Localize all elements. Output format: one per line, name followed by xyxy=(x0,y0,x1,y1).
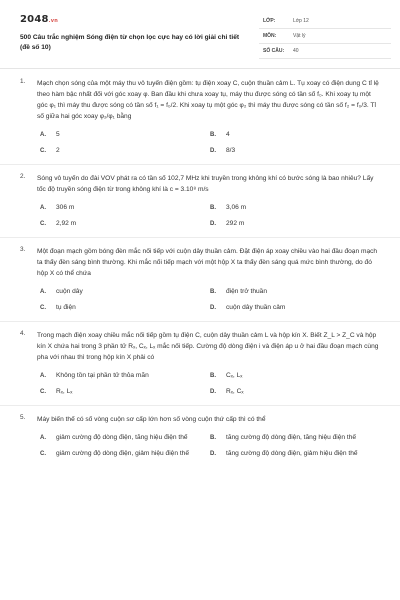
meta-value: Lớp 12 xyxy=(293,18,309,24)
option-b[interactable] xyxy=(210,371,380,381)
question-divider xyxy=(0,237,400,238)
option-text: giảm cường độ dòng điện, tăng hiệu điện thế xyxy=(56,434,188,441)
site-logo[interactable] xyxy=(20,14,58,25)
option-group xyxy=(40,287,380,313)
option-letter: B. xyxy=(210,373,216,379)
question-list xyxy=(0,78,400,459)
option-letter: A. xyxy=(40,289,46,295)
option-letter: D. xyxy=(210,148,216,154)
option-a[interactable] xyxy=(40,433,210,443)
option-d[interactable] xyxy=(210,146,380,156)
option-text: tăng cường độ dòng điện, giảm hiệu điện thế xyxy=(226,450,358,457)
option-letter: D. xyxy=(210,451,216,457)
option-text: 8/3 xyxy=(226,147,236,154)
question-number: 1. xyxy=(20,78,26,85)
question-text: Mạch chọn sóng của một máy thu vô tuyến điện gồm: tụ điện xoay C, cuộn thuần cảm L. Tụ xoay có điện dung C tỉ lệ theo hàm bậc nhất đối với góc xoay φ. Ban đầu khi chưa xoay tụ, máy thu được sóng có tần số f₀. Khi xoay tụ một góc φ₁ thì máy thu được sóng có tần số f₁ = f₀/2. Khi xoay tụ một góc φ₂ thì máy thu được sóng có tần số f₂ = f₀/3. Tỉ số giữa hai góc xoay φ₂/φ₁ bằng xyxy=(37,80,379,120)
option-text: 2 xyxy=(56,147,60,154)
option-letter: A. xyxy=(40,205,46,211)
option-letter: D. xyxy=(210,221,216,227)
meta-row-class xyxy=(259,14,391,29)
option-letter: B. xyxy=(210,205,216,211)
option-b[interactable] xyxy=(210,130,380,140)
option-a[interactable] xyxy=(40,130,210,140)
question-number: 3. xyxy=(20,246,26,253)
option-group xyxy=(40,433,380,459)
option-d[interactable] xyxy=(210,303,380,313)
meta-table xyxy=(259,14,391,59)
option-text: Rₓ, Cₓ xyxy=(226,388,244,395)
document-title: 500 Câu trắc nghiệm Sóng điện từ chọn lọc cực hay có lời giải chi tiết (đề số 10) xyxy=(20,34,240,51)
question-divider xyxy=(0,164,400,165)
option-text: cuộn dây xyxy=(56,288,83,295)
meta-label: LỚP: xyxy=(263,18,276,24)
option-c[interactable] xyxy=(40,387,210,397)
option-c[interactable] xyxy=(40,146,210,156)
option-text: 292 m xyxy=(226,220,245,227)
option-letter: C. xyxy=(40,389,46,395)
option-group xyxy=(40,203,380,229)
meta-label: MÔN: xyxy=(263,33,277,39)
option-group xyxy=(40,130,380,156)
question-text: Trong mạch điện xoay chiều mắc nối tiếp gồm tụ điện C, cuộn dây thuần cảm L và hộp kín X. Biết Z_L > Z_C và hộp kín X chứa hai trong 3 phần tử Rₓ, Cₓ, Lₓ mắc nối tiếp. Cường độ dòng điện i và điện áp u ở hai đầu đoạn mạch cùng pha với nhau thì trong hộp kín X phải có xyxy=(37,332,379,361)
option-text: 5 xyxy=(56,131,60,138)
option-text: tụ điện xyxy=(56,304,76,311)
question-text: Một đoạn mạch gồm bóng đèn mắc nối tiếp với cuộn dây thuần cảm. Đặt điện áp xoay chiều vào hai đầu đoạn mạch ta thấy đèn sáng bình thường. Khi mắc nối tiếp mạch với một hộp X ta thấy đèn sáng quá mức bình thường, do đó hộp X có thể chứa xyxy=(37,248,378,277)
option-b[interactable] xyxy=(210,433,380,443)
option-letter: A. xyxy=(40,132,46,138)
option-letter: C. xyxy=(40,305,46,311)
meta-value: 40 xyxy=(293,48,299,54)
option-text: 306 m xyxy=(56,204,75,211)
option-b[interactable] xyxy=(210,287,380,297)
header-divider xyxy=(0,68,400,69)
option-letter: C. xyxy=(40,451,46,457)
option-text: 2,92 m xyxy=(56,220,77,227)
option-letter: B. xyxy=(210,435,216,441)
option-letter: C. xyxy=(40,221,46,227)
option-letter: A. xyxy=(40,435,46,441)
option-text: 4 xyxy=(226,131,230,138)
question-2 xyxy=(0,173,400,229)
option-a[interactable] xyxy=(40,287,210,297)
option-group xyxy=(40,371,380,397)
option-d[interactable] xyxy=(210,219,380,229)
meta-label: SỐ CÂU: xyxy=(263,48,285,54)
question-divider xyxy=(0,321,400,322)
question-divider xyxy=(0,405,400,406)
document-header xyxy=(8,6,392,60)
option-c[interactable] xyxy=(40,449,210,459)
question-number: 4. xyxy=(20,330,26,337)
option-text: Rₓ, Lₓ xyxy=(56,388,73,395)
option-letter: D. xyxy=(210,305,216,311)
question-3 xyxy=(0,246,400,313)
logo-domain: .vn xyxy=(48,18,58,24)
option-text: điện trở thuần xyxy=(226,288,267,295)
meta-row-subject xyxy=(259,29,391,44)
meta-row-count xyxy=(259,44,391,59)
option-b[interactable] xyxy=(210,203,380,213)
option-letter: C. xyxy=(40,148,46,154)
option-letter: B. xyxy=(210,289,216,295)
option-text: giảm cường độ dòng điện, giảm hiệu điện thế xyxy=(56,450,190,457)
option-a[interactable] xyxy=(40,371,210,381)
meta-value: Vật lý xyxy=(293,33,306,39)
option-letter: A. xyxy=(40,373,46,379)
option-text: 3,06 m xyxy=(226,204,247,211)
question-5 xyxy=(0,414,400,459)
question-1 xyxy=(0,78,400,156)
option-text: Cₓ, Lₓ xyxy=(226,372,243,379)
question-number: 5. xyxy=(20,414,26,421)
option-letter: B. xyxy=(210,132,216,138)
option-c[interactable] xyxy=(40,303,210,313)
option-text: Không tồn tại phần tử thỏa mãn xyxy=(56,372,149,379)
question-number: 2. xyxy=(20,173,26,180)
question-text: Sóng vô tuyến do đài VOV phát ra có tần số 102,7 MHz khi truyền trong không khí có bước sóng là bao nhiêu? Lấy tốc độ truyền sóng điện từ trong không khí là c = 3.10⁸ m/s xyxy=(37,175,374,193)
option-text: cuộn dây thuần cảm xyxy=(226,304,286,311)
logo-text: 2048 xyxy=(20,14,49,25)
option-a[interactable] xyxy=(40,203,210,213)
question-4 xyxy=(0,330,400,397)
question-text: Máy biến thế có số vòng cuộn sơ cấp lớn hơn số vòng cuộn thứ cấp thì có thể xyxy=(37,416,266,423)
option-text: tăng cường độ dòng điện, tăng hiệu điện thế xyxy=(226,434,357,441)
option-c[interactable] xyxy=(40,219,210,229)
option-letter: D. xyxy=(210,389,216,395)
option-d[interactable] xyxy=(210,449,380,459)
option-d[interactable] xyxy=(210,387,380,397)
